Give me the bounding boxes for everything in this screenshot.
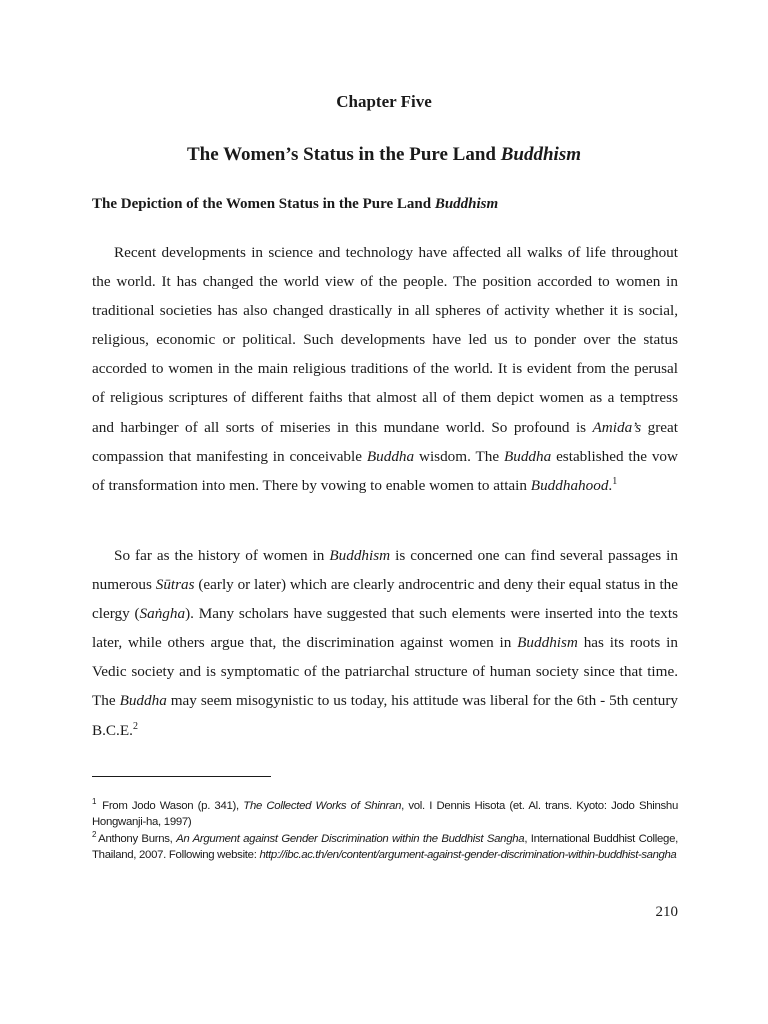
p1-text-4: established the vow of transformation into men. There by vowing to enable women to attain	[92, 447, 678, 494]
body-paragraph-2	[92, 541, 678, 745]
footnotes	[92, 798, 678, 863]
p2-text-3: (early or later) which are clearly androcentric and deny their equal status in the clergy (	[92, 576, 678, 623]
p2-italic-5: Buddha	[119, 692, 167, 710]
p2-text-1: So far as the history of women in	[114, 547, 330, 564]
footnote-ref-1[interactable]: 1	[612, 475, 618, 487]
p2-text-5: has its roots in Vedic society and is symptomatic of the patriarchal structure of human society since that time. The	[92, 634, 678, 710]
section-heading-text: The Depiction of the Women Status in the Pure Land	[92, 196, 435, 212]
p1-italic-4: Buddhahood	[530, 476, 609, 494]
chapter-title	[0, 144, 768, 166]
p2-italic-3: Saṅgha	[139, 605, 186, 623]
footnote-1-italic: The Collected Works of Shinran	[243, 800, 402, 812]
footnote-2-number: 2	[92, 829, 97, 839]
p2-text-2: is concerned one can find several passages in numerous	[92, 547, 678, 594]
p1-text-5: .	[608, 476, 613, 494]
chapter-title-text: The Women’s Status in the Pure Land	[187, 144, 501, 165]
p1-text-2: great compassion that manifesting in conceivable	[92, 418, 678, 465]
footnote-1-text-1: From Jodo Wason (p. 341),	[102, 800, 244, 812]
p2-italic-1: Buddhism	[329, 547, 391, 564]
p2-text-4: ). Many scholars have suggested that such elements were inserted into the texts later, while others argue that, the discrimination against women in	[92, 605, 678, 652]
footnote-divider	[92, 776, 271, 777]
body-paragraph-1	[92, 238, 678, 500]
p1-italic-1: Amida’s	[592, 418, 642, 436]
chapter-title-italic: Buddhism	[500, 144, 581, 165]
footnote-2-text-2: , International Buddhist College, Thailand, 2007. Following website:	[92, 832, 678, 861]
p1-text-1: Recent developments in science and technology have affected all walks of life throughout the world. It has changed the world view of the people. The position accorded to women in traditional societies has also changed drastically in all spheres of activity whether it is social, religious, economic or political. Such developments have led us to ponder over the status accorded to women in the main religious traditions of the world. It is evident from the perusal of religious scriptures of different faiths that almost all of them depict women as a temptress and harbinger of all sorts of miseries in this mundane world. So profound is	[92, 244, 678, 436]
p1-italic-2: Buddha	[366, 447, 415, 465]
footnote-1	[92, 798, 678, 831]
p2-text-6: may seem misogynistic to us today, his attitude was liberal for the 6th - 5th century B.C.E.	[92, 692, 678, 739]
chapter-label: Chapter Five	[336, 92, 432, 111]
footnote-1-text-2: , vol. I Dennis Hisota (et. Al. trans. Kyoto: Jodo Shinshu Hongwanji-ha, 1997)	[92, 800, 679, 829]
p1-italic-3: Buddha	[503, 447, 552, 465]
footnote-1-number: 1	[92, 797, 97, 807]
footnote-2	[92, 831, 678, 864]
p2-italic-2: Sūtras	[155, 576, 195, 594]
p2-italic-4: Buddhism	[517, 634, 578, 652]
footnote-2-italic: An Argument against Gender Discrimination within the Buddhist Sangha	[176, 832, 525, 845]
footnote-ref-2[interactable]: 2	[132, 720, 138, 732]
footnote-2-url-link[interactable]: http://ibc.ac.th/en/content/argument-against-gender-discrimination-within-buddhist-sangha	[259, 848, 677, 861]
page-number: 210	[655, 904, 678, 920]
p1-text-3: wisdom. The	[414, 447, 504, 465]
section-heading-italic: Buddhism	[434, 196, 499, 212]
section-heading	[92, 196, 692, 213]
footnote-2-text-1: Anthony Burns,	[98, 832, 177, 845]
